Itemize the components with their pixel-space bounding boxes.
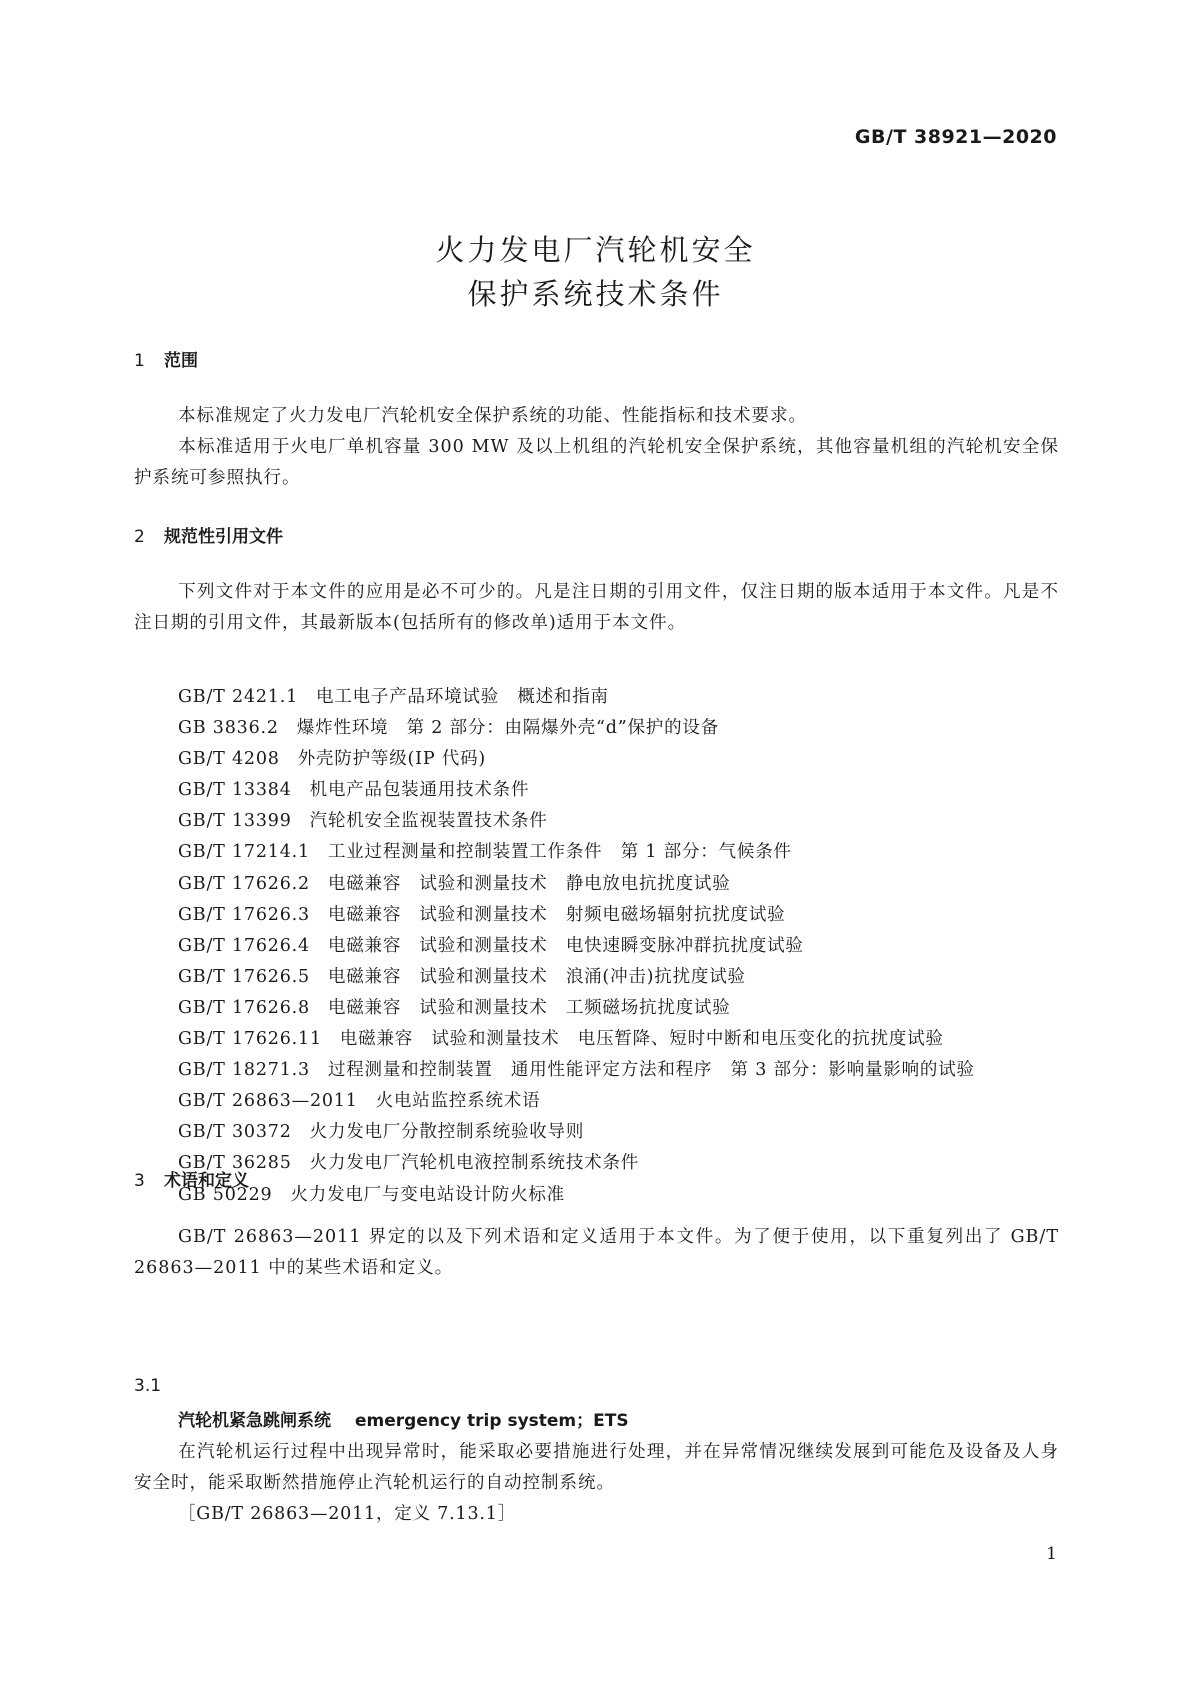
section-3-title: 术语和定义 (164, 1171, 249, 1191)
reference-item: GB/T 26863—2011 火电站监控系统术语 (178, 1091, 541, 1112)
document-title-line1: 火力发电厂汽轮机安全 (435, 233, 756, 267)
reference-item: GB/T 30372 火力发电厂分散控制系统验收导则 (178, 1122, 585, 1143)
reference-item: GB/T 4208 外壳防护等级(IP 代码) (178, 749, 487, 770)
section-1-title: 范围 (164, 351, 198, 371)
section-2-heading (134, 522, 283, 547)
section-3-intro: GB/T 26863—2011 界定的以及下列术语和定义适用于本文件。为了便于使用，以下重复列出了 GB/T 26863—2011 中的某些术语和定义。 (134, 1227, 1059, 1278)
reference-item: GB/T 13399 汽轮机安全监视装置技术条件 (178, 811, 548, 832)
term-source: ［GB/T 26863—2011，定义 7.13.1］ (178, 1504, 517, 1524)
section-2-intro: 下列文件对于本文件的应用是必不可少的。凡是注日期的引用文件，仅注日期的版本适用于本文件。凡是不注日期的引用文件，其最新版本(包括所有的修改单)适用于本文件。 (134, 582, 1059, 633)
reference-item: GB/T 17626.4 电磁兼容 试验和测量技术 电快速瞬变脉冲群抗扰度试验 (178, 935, 804, 956)
standard-code: GB/T 38921—2020 (854, 126, 1057, 148)
section-2-title: 规范性引用文件 (164, 527, 283, 547)
reference-item: GB/T 13384 机电产品包装通用技术条件 (178, 780, 530, 801)
section-1-paragraph-2: 本标准适用于火电厂单机容量 300 MW 及以上机组的汽轮机安全保护系统，其他容量机组的汽轮机安全保护系统可参照执行。 (134, 437, 1059, 488)
section-1-heading (134, 346, 198, 371)
section-2-number: 2 (134, 527, 145, 547)
term-title-cn: 汽轮机紧急跳闸系统 (178, 1411, 331, 1431)
section-1-paragraph-1: 本标准规定了火力发电厂汽轮机安全保护系统的功能、性能指标和技术要求。 (178, 406, 807, 426)
reference-item: GB 3836.2 爆炸性环境 第 2 部分：由隔爆外壳“d”保护的设备 (178, 718, 719, 739)
reference-item: GB/T 17626.5 电磁兼容 试验和测量技术 浪涌(冲击)抗扰度试验 (178, 966, 746, 987)
page-number: 1 (1046, 1544, 1057, 1564)
section-3-number: 3 (134, 1171, 145, 1191)
reference-item: GB/T 17626.11 电磁兼容 试验和测量技术 电压暂降、短时中断和电压变化的抗扰度试验 (178, 1029, 944, 1050)
reference-item: GB/T 17626.3 电磁兼容 试验和测量技术 射频电磁场辐射抗扰度试验 (178, 904, 786, 925)
reference-item: GB/T 17626.2 电磁兼容 试验和测量技术 静电放电抗扰度试验 (178, 873, 731, 894)
section-1-number: 1 (134, 351, 145, 371)
term-definition: 在汽轮机运行过程中出现异常时，能采取必要措施进行处理，并在异常情况继续发展到可能危及设备及人身安全时，能采取断然措施停止汽轮机运行的自动控制系统。 (134, 1442, 1059, 1493)
document-title-line2: 保护系统技术条件 (467, 277, 724, 311)
reference-item: GB/T 18271.3 过程测量和控制装置 通用性能评定方法和程序 第 3 部分：影响量影响的试验 (178, 1060, 975, 1081)
reference-item: GB/T 2421.1 电工电子产品环境试验 概述和指南 (178, 687, 609, 707)
term-number: 3.1 (134, 1376, 162, 1396)
term-title-en: emergency trip system；ETS (355, 1411, 629, 1431)
reference-item: GB 50229 火力发电厂与变电站设计防火标准 (178, 1184, 565, 1205)
term-title (178, 1406, 629, 1431)
reference-item: GB/T 17626.8 电磁兼容 试验和测量技术 工频磁场抗扰度试验 (178, 997, 731, 1018)
reference-item: GB/T 36285 火力发电厂汽轮机电液控制系统技术条件 (178, 1153, 640, 1174)
normative-references-list (178, 682, 1078, 1211)
section-3-heading (134, 1166, 249, 1191)
reference-item: GB/T 17214.1 工业过程测量和控制装置工作条件 第 1 部分：气候条件 (178, 842, 792, 863)
